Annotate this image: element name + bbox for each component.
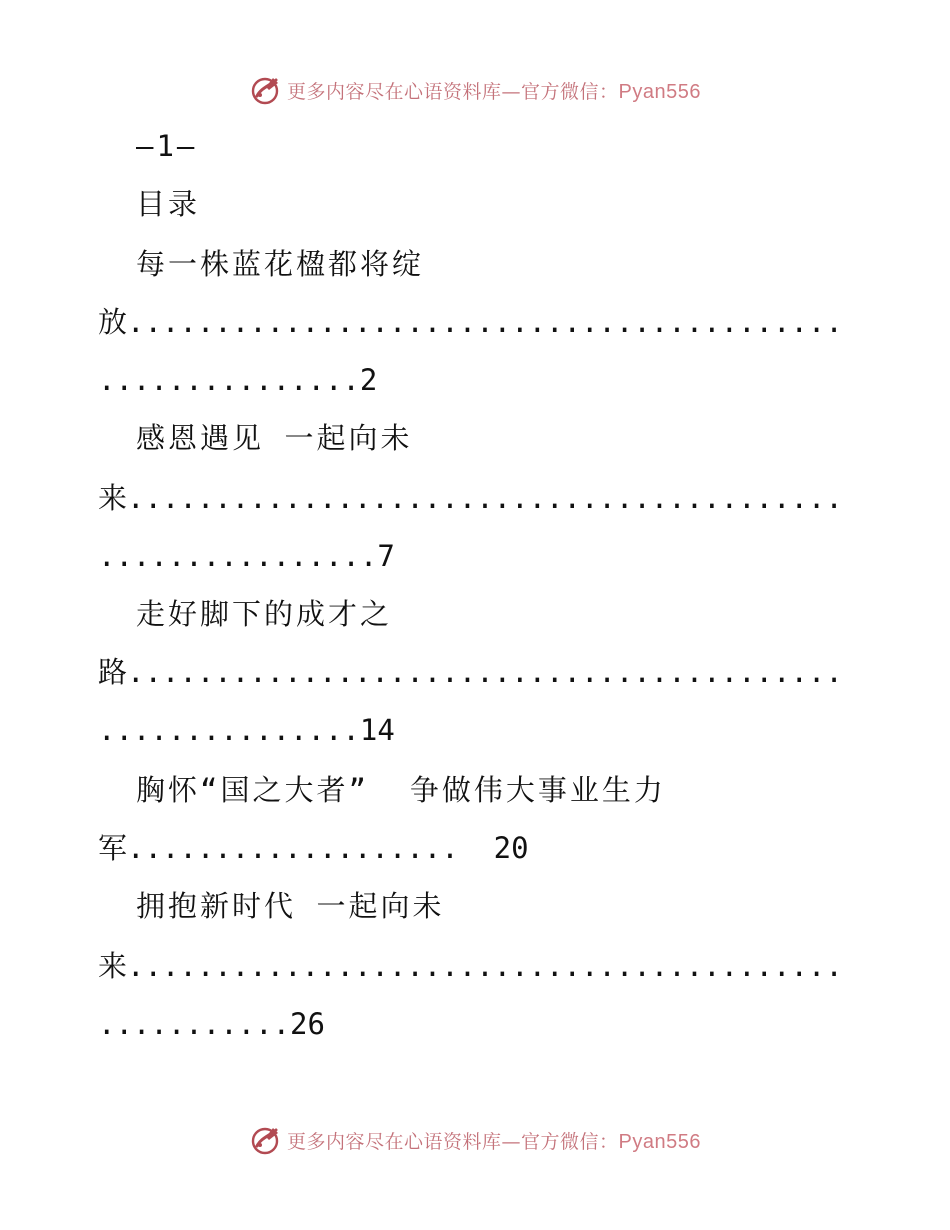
toc-entry-page: ...............14: [98, 713, 395, 747]
toc-entry-title: 每一株蓝花楹都将绽: [136, 247, 425, 281]
toc-entry-title: 拥抱新时代 一起向未: [136, 889, 445, 923]
watermark-text: 更多内容尽在心语资料库—官方微信：Pyan556: [287, 80, 701, 103]
toc-entry-title: 感恩遇见 一起向未: [136, 421, 413, 455]
footer-watermark: [0, 1120, 950, 1160]
toc-entry-leader: 路.........................................: [98, 655, 843, 689]
page-marker: —1—: [136, 129, 198, 163]
watermark-content: [249, 74, 701, 106]
toc-entry-leader: 来.........................................: [98, 481, 843, 515]
toc-entry-title: 胸怀“国之大者” 争做伟大事业生力: [136, 773, 666, 807]
pen-swirl-logo-icon: [249, 1124, 281, 1156]
toc-entry-page: ................7: [98, 539, 395, 573]
header-watermark: [0, 70, 950, 110]
toc-entry-page: ...........26: [98, 1007, 325, 1041]
toc-entry-page: ...............2: [98, 363, 378, 397]
toc-title: 目录: [136, 187, 201, 221]
watermark-text: 更多内容尽在心语资料库—官方微信：Pyan556: [287, 1130, 701, 1153]
toc-entry-title: 走好脚下的成才之: [136, 597, 393, 631]
toc-entry-leader: 来.........................................: [98, 949, 843, 983]
toc-entry-leader: 放.........................................: [98, 305, 843, 339]
pen-swirl-logo-icon: [249, 74, 281, 106]
watermark-content: [249, 1124, 701, 1156]
toc-entry-leader: 军................... 20: [98, 831, 529, 865]
